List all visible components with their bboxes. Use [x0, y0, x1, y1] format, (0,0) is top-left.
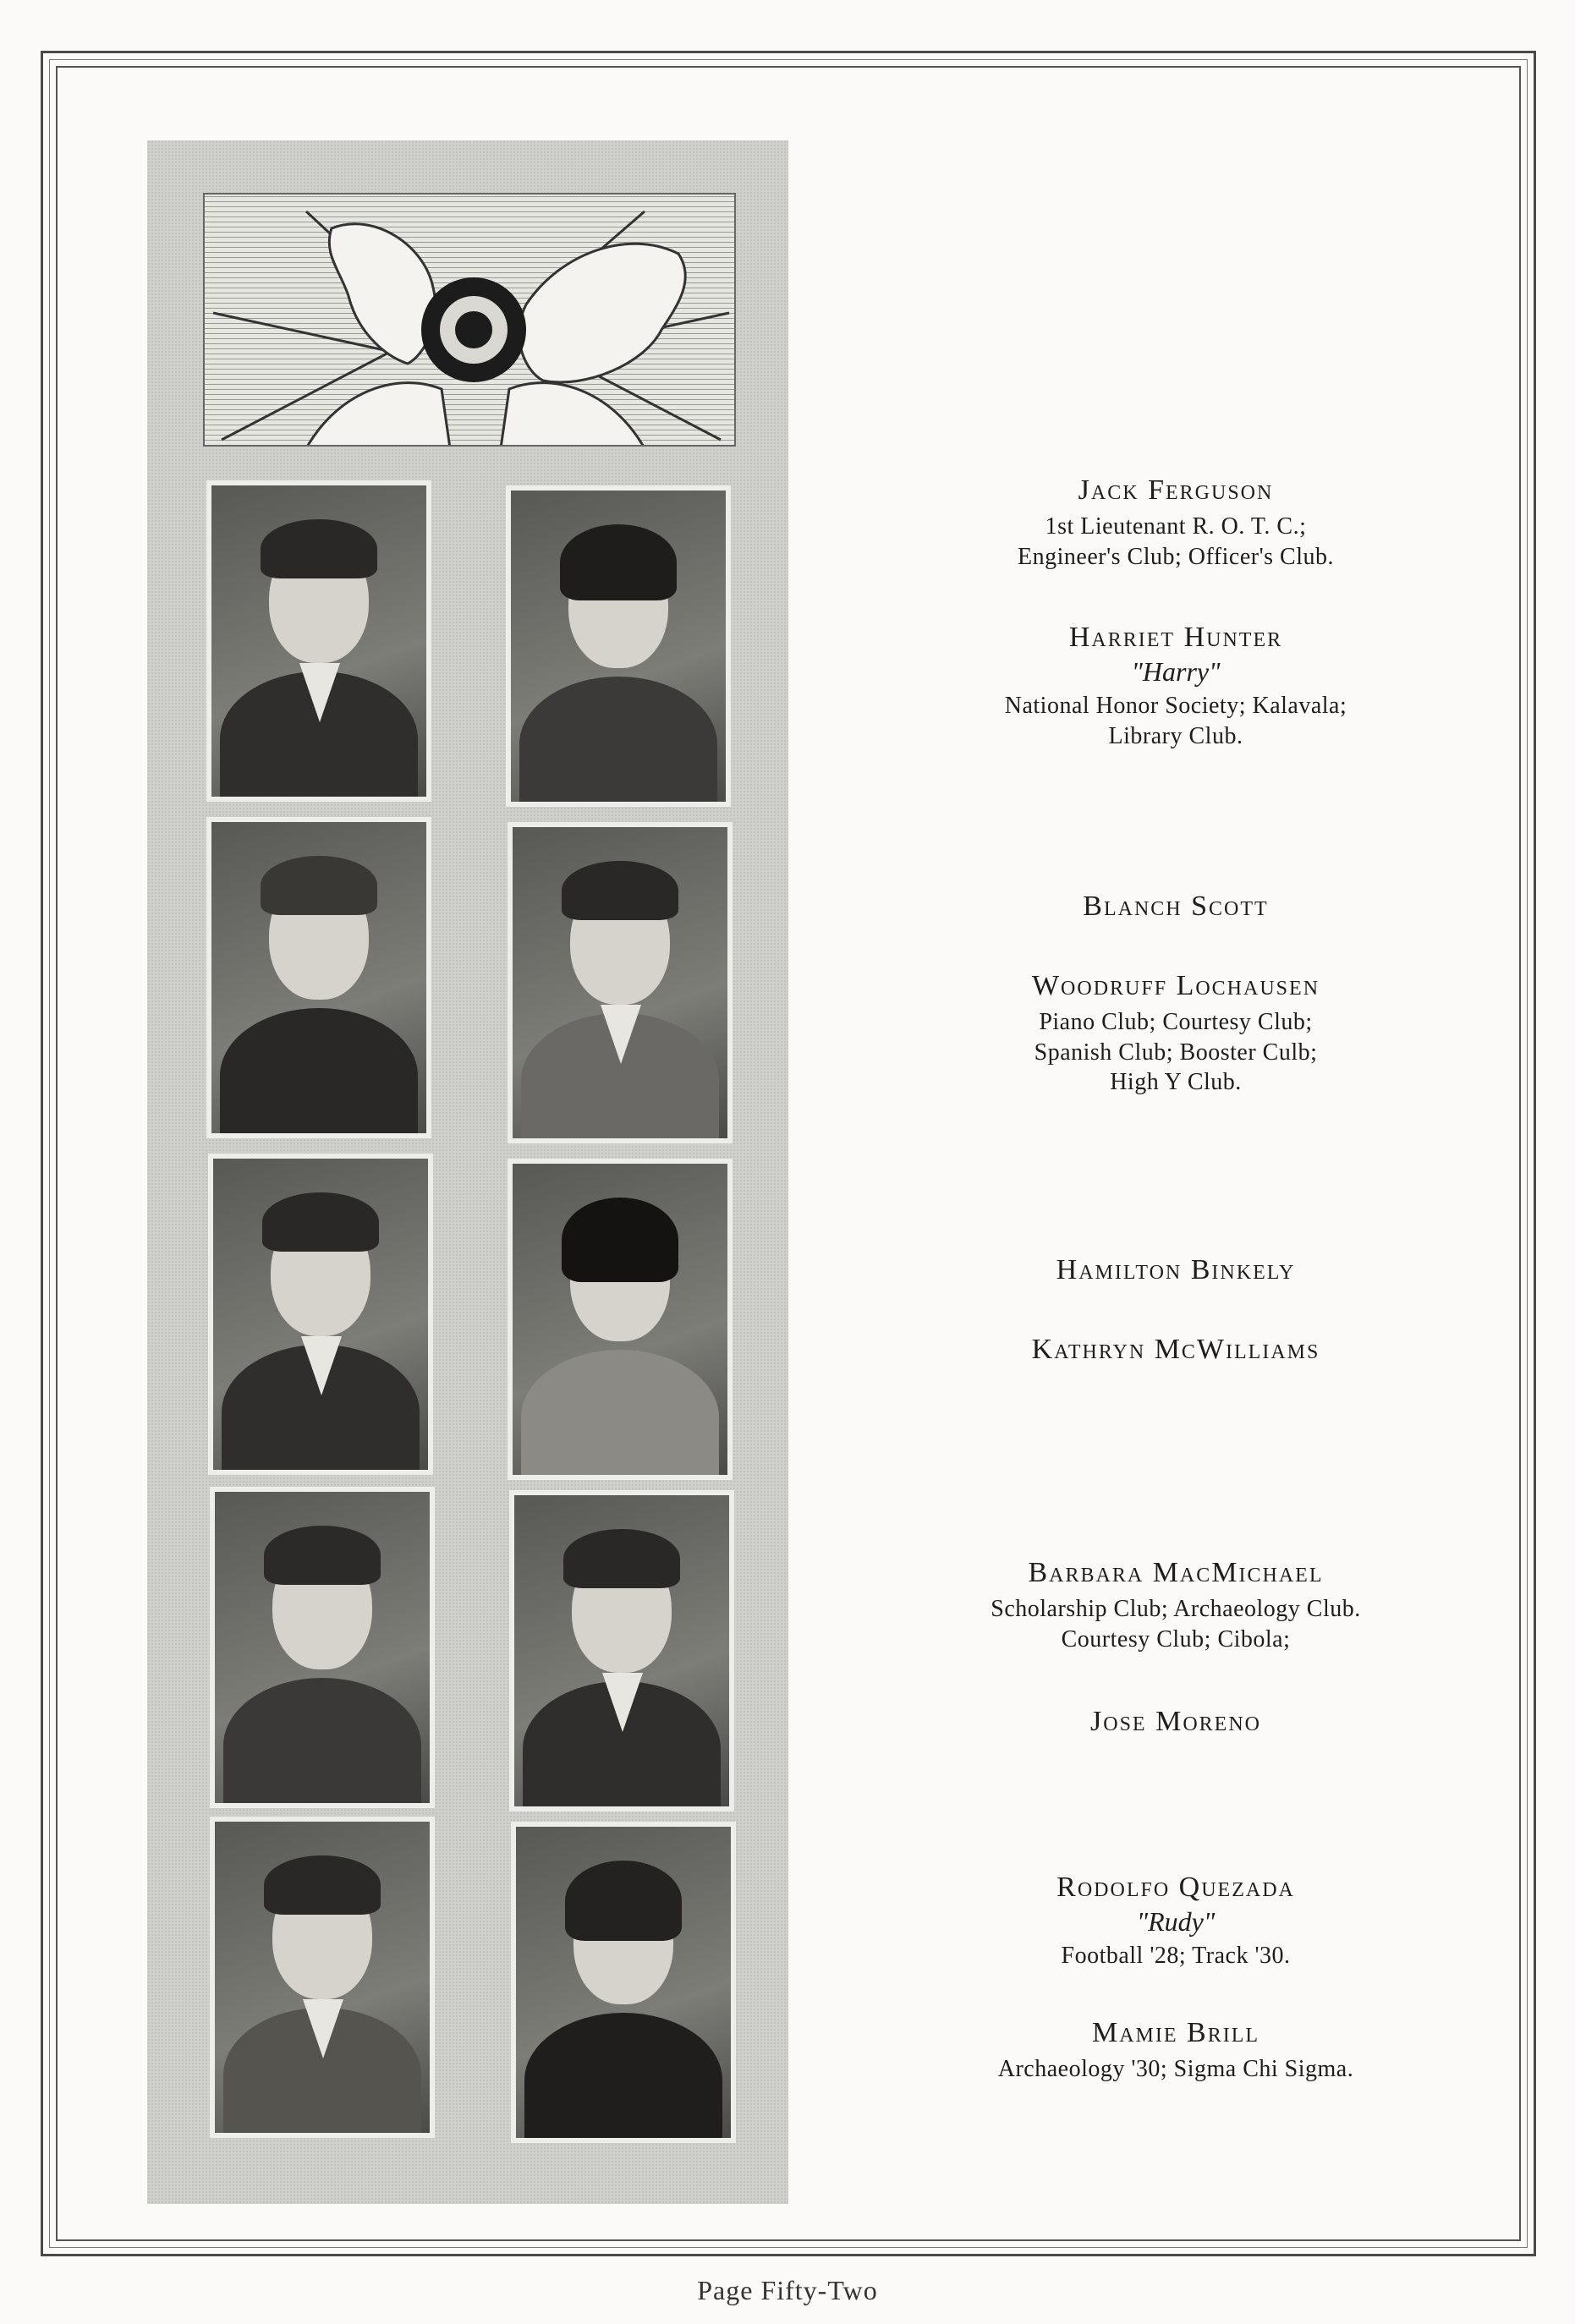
- activity-line: Library Club.: [1108, 723, 1243, 750]
- entry-jack-ferguson: [880, 474, 1472, 572]
- winged-wheel-emblem: [203, 193, 736, 447]
- portrait-jose-moreno: [509, 1490, 734, 1812]
- portrait-jack-ferguson: [206, 480, 431, 802]
- entry-rodolfo-quezada: [880, 1871, 1472, 1971]
- student-nickname: "Harry": [1131, 655, 1221, 687]
- portrait-harriet-hunter: [506, 485, 731, 807]
- student-nickname: "Rudy": [1136, 1905, 1216, 1937]
- entry-barbara-macmichael: [880, 1556, 1472, 1654]
- student-name: Harriet Hunter: [1068, 622, 1283, 653]
- student-activities: [880, 2054, 1472, 2085]
- student-name: Mamie Brill: [1091, 2017, 1260, 2048]
- portrait-mamie-brill: [511, 1822, 736, 2143]
- student-activities: [880, 512, 1472, 573]
- student-name: Jack Ferguson: [1078, 474, 1274, 506]
- portrait-kathryn-mcwilliams: [508, 1159, 733, 1480]
- entry-jose-moreno: [880, 1705, 1472, 1740]
- activity-line: Spanish Club; Booster Culb;: [1034, 1039, 1318, 1066]
- student-name: Kathryn McWilliams: [1031, 1334, 1320, 1365]
- entry-mamie-brill: [880, 2016, 1472, 2085]
- student-name: Jose Moreno: [1090, 1706, 1261, 1737]
- activity-line: Courtesy Club; Cibola;: [1061, 1625, 1291, 1653]
- portrait-blanch-scott: [206, 817, 431, 1138]
- activity-line: Piano Club; Courtesy Club;: [1039, 1008, 1313, 1035]
- portrait-woodruff-lochausen: [508, 822, 733, 1143]
- entry-woodruff-lochausen: [880, 969, 1472, 1098]
- portrait-hamilton-binkely: [208, 1154, 433, 1475]
- activity-line: Archaeology '30; Sigma Chi Sigma.: [997, 2055, 1354, 2082]
- winged-wheel-icon: [205, 195, 736, 447]
- entry-harriet-hunter: [880, 621, 1472, 752]
- activity-line: 1st Lieutenant R. O. T. C.;: [1045, 512, 1307, 540]
- page-number: Page Fifty-Two: [697, 2275, 878, 2305]
- entry-kathryn-mcwilliams: [880, 1333, 1472, 1368]
- student-activities: [880, 1941, 1472, 1971]
- student-name: Woodruff Lochausen: [1031, 970, 1320, 1001]
- portrait-barbara-macmichael: [210, 1487, 435, 1808]
- activity-line: High Y Club.: [1110, 1069, 1242, 1096]
- student-activities: [880, 1007, 1472, 1098]
- entry-blanch-scott: [880, 890, 1472, 924]
- portrait-rodolfo-quezada: [210, 1817, 435, 2138]
- student-activities: [880, 1594, 1472, 1655]
- student-name: Barbara MacMichael: [1028, 1557, 1324, 1588]
- student-name: Hamilton Binkely: [1056, 1254, 1296, 1285]
- student-activities: [880, 691, 1472, 752]
- activity-line: Football '28; Track '30.: [1061, 1943, 1291, 1970]
- student-name: Blanch Scott: [1083, 891, 1269, 922]
- activity-line: Scholarship Club; Archaeology Club.: [991, 1595, 1361, 1622]
- entry-hamilton-binkely: [880, 1253, 1472, 1288]
- activity-line: Engineer's Club; Officer's Club.: [1018, 543, 1334, 570]
- activity-line: National Honor Society; Kalavala;: [1004, 693, 1347, 720]
- student-name: Rodolfo Quezada: [1056, 1872, 1295, 1903]
